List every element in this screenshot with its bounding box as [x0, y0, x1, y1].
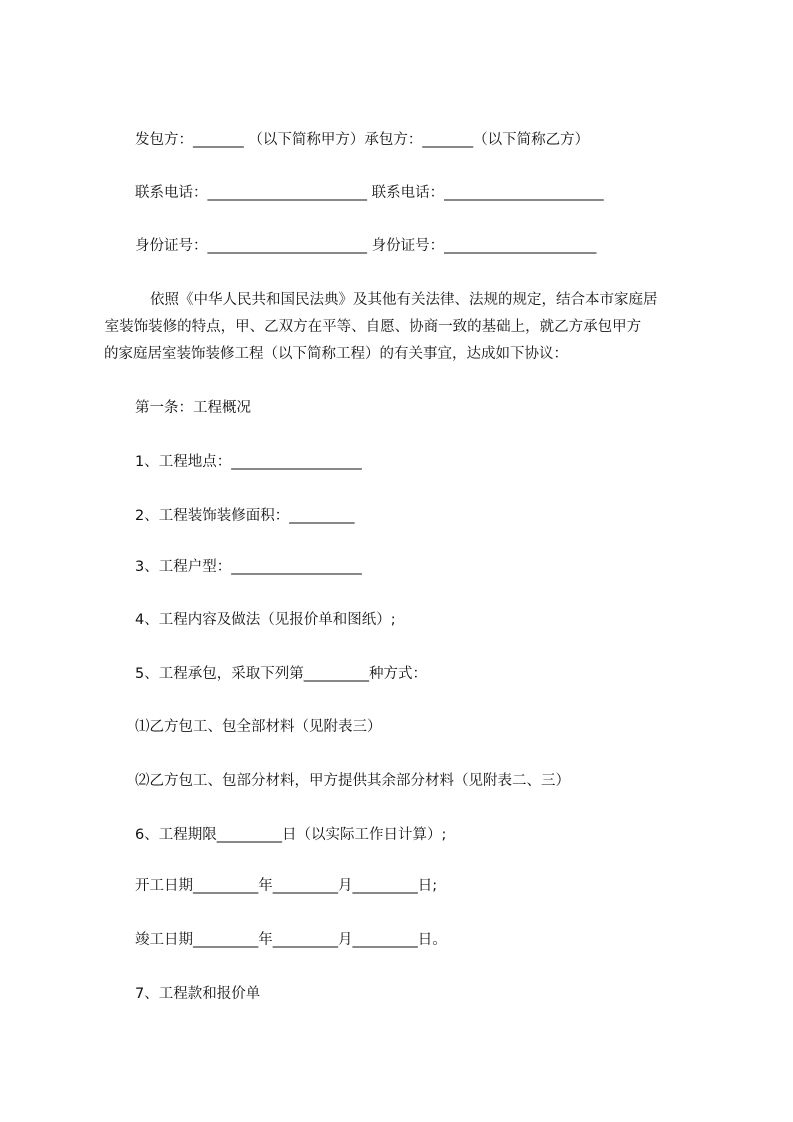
id-number-line: 身份证号：______________________ 身份证号：_____________________ — [135, 238, 597, 254]
phone-line: 联系电话：______________________ 联系电话：______________________ — [135, 185, 604, 201]
list-item: ⑵乙方包工、包部分材料，甲方提供其余部分材料（见附表二、三） — [135, 773, 570, 789]
intro-paragraph-line: 依照《中华人民共和国民法典》及其他有关法律、法规的规定，结合本市家庭居 — [150, 292, 658, 308]
list-item: 2、工程装饰装修面积：_________ — [135, 508, 355, 524]
parties-line: 发包方：_______ （以下简称甲方）承包方：_______（以下简称乙方） — [135, 132, 590, 148]
list-item: 开工日期_________年_________月_________日; — [135, 878, 438, 894]
list-item: 6、工程期限_________日（以实际工作日计算）; — [135, 827, 447, 843]
list-item: 竣工日期_________年_________月_________日。 — [135, 932, 447, 948]
list-item: 5、工程承包，采取下列第_________种方式： — [135, 666, 427, 682]
list-item: 1、工程地点：__________________ — [135, 454, 362, 470]
list-item: 3、工程户型：__________________ — [135, 559, 362, 575]
article-title: 第一条：工程概况 — [135, 400, 251, 416]
list-item: ⑴乙方包工、包全部材料（见附表三） — [135, 719, 382, 735]
intro-paragraph-line: 的家庭居室装饰装修工程（以下简称工程）的有关事宜，达成如下协议： — [104, 346, 568, 362]
intro-paragraph-line: 室装饰装修的特点，甲、乙双方在平等、自愿、协商一致的基础上，就乙方承包甲方 — [100, 319, 642, 335]
list-item: 4、工程内容及做法（见报价单和图纸）; — [135, 612, 396, 628]
list-item: 7、工程款和报价单 — [135, 986, 261, 1002]
